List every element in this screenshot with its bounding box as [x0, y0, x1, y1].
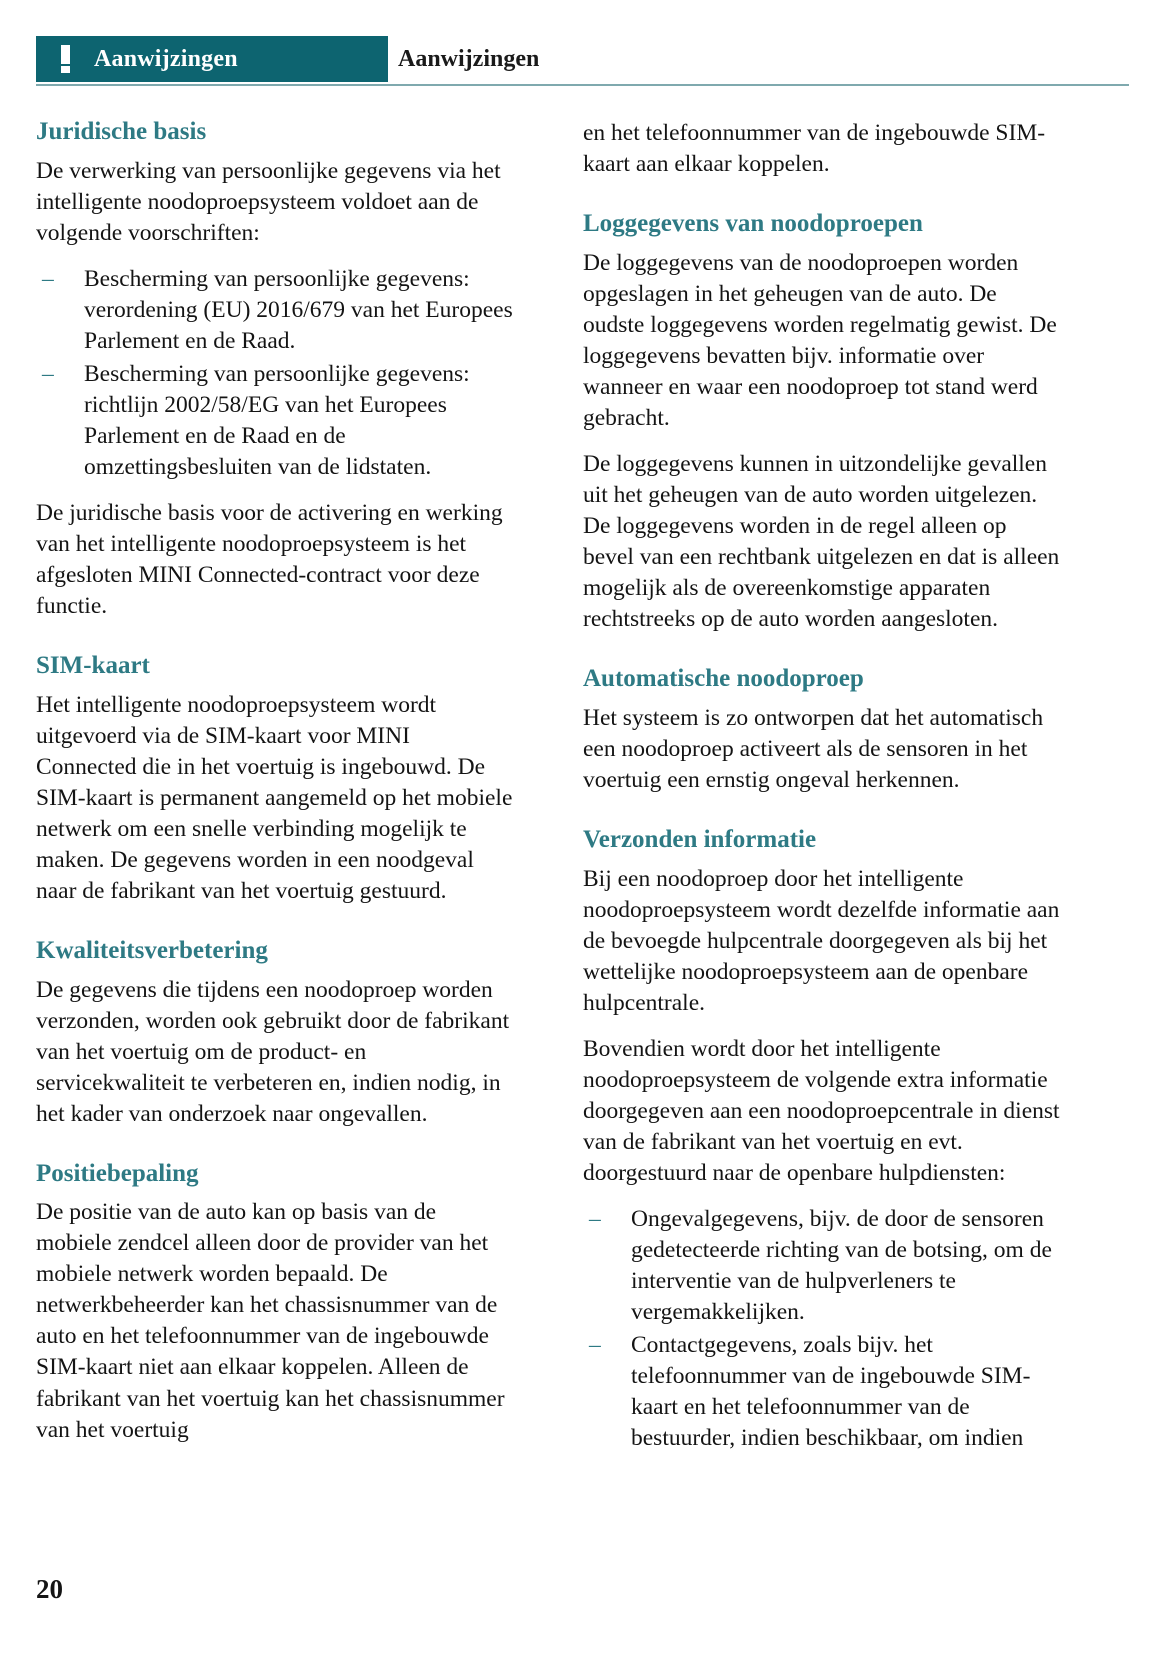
list-item-text: Bescherming van persoonlijke gegevens: verordening (EU) 2016/679 van het Europees Parlement en de Raad. [84, 265, 513, 354]
page-header [36, 36, 1129, 82]
exclamation-icon [36, 45, 94, 73]
section-heading-juridische-basis: Juridische basis [36, 118, 207, 145]
header-banner-label: Aanwijzingen [94, 45, 238, 72]
paragraph: De loggegevens kunnen in uitzondelijke gevallen uit het geheugen van de auto worden uitgelezen. De loggegevens worden in de regel alleen op bevel van een rechtbank uitgelezen en dat is alleen mogelijk als de overeenkomstige apparaten rechtstreeks op de auto worden aangesloten. [583, 450, 1060, 632]
paragraph: De loggegevens van de noodoproepen worden opgeslagen in het geheugen van de auto. De oudste loggegevens worden regelmatig gewist. De loggegevens bevatten bijv. informatie over wanneer en waar een noodoproep tot stand werd gebracht. [583, 249, 1057, 431]
content-columns [36, 118, 1129, 1469]
list-item-text: Bescherming van persoonlijke gegevens: richtlijn 2002/58/EG van het Europees Parlement en de Raad en de omzettingsbesluiten van de lidstaten. [84, 360, 470, 480]
paragraph: De positie van de auto kan op basis van de mobiele zendcel alleen door de provider van het mobiele netwerk worden bepaald. De netwerkbeheerder kan het chassisnummer van de auto en het telefoonnummer van de ingebouwde SIM-kaart niet aan elkaar koppelen. Alleen de fabrikant van het voertuig kan het chassisnummer van het voertuig [36, 1199, 505, 1443]
section-heading-verzonden-informatie: Verzonden informatie [583, 825, 817, 853]
section-heading-positiebepaling: Positiebepaling [36, 1159, 199, 1187]
section-heading-automatische-noodoproep: Automatische noodoproep [583, 664, 864, 692]
header-divider [36, 84, 1129, 86]
paragraph: De verwerking van persoonlijke gegevens via het intelligente noodoproepsysteem voldoet aan de volgende voorschriften: [36, 157, 501, 246]
header-banner [36, 36, 388, 82]
paragraph: Bovendien wordt door het intelligente noodoproepsysteem de volgende extra informatie doorgegeven aan een noodoproepcentrale in dienst van de fabrikant van het voertuig en evt. doorgestuurd naar de openbare hulpdiensten: [583, 1035, 1060, 1186]
right-column [583, 118, 1061, 1469]
paragraph: De juridische basis voor de activering en werking van het intelligente noodoproepsysteem is het afgesloten MINI Connected-contract voor deze functie. [36, 499, 503, 619]
page-number: 20 [36, 1574, 63, 1604]
header-chapter-label: Aanwijzingen [398, 45, 540, 72]
list-item [36, 264, 514, 357]
left-column [36, 118, 514, 1469]
dash-list [36, 264, 514, 483]
dash-bullet-icon: – [42, 265, 54, 292]
section-heading-sim-kaart: SIM-kaart [36, 651, 150, 679]
dash-bullet-icon: – [42, 360, 54, 387]
list-item [583, 1204, 1061, 1328]
dash-bullet-icon: – [589, 1205, 601, 1232]
list-item [583, 1330, 1061, 1454]
paragraph-continuation: en het telefoonnummer van de ingebouwde SIM-kaart aan elkaar koppelen. [583, 120, 1046, 178]
list-item-text: Contactgegevens, zoals bijv. het telefoonnummer van de ingebouwde SIM-kaart en het telefoonnummer van de bestuurder, indien beschikbaar, om indien [631, 1331, 1031, 1451]
paragraph: Het intelligente noodoproepsysteem wordt uitgevoerd via de SIM-kaart voor MINI Connected die in het voertuig is ingebouwd. De SIM-kaart is permanent aangemeld op het mobiele netwerk om een snelle verbinding mogelijk te maken. De gegevens worden in een noodgeval naar de fabrikant van het voertuig gestuurd. [36, 691, 513, 904]
dash-bullet-icon: – [589, 1331, 601, 1358]
paragraph: Het systeem is zo ontworpen dat het automatisch een noodoproep activeert als de sensoren in het voertuig een ernstig ongeval herkennen. [583, 704, 1044, 793]
list-item-text: Ongevalgegevens, bijv. de door de sensoren gedetecteerde richting van de botsing, om de interventie van de hulpverleners te vergemakkelijken. [631, 1205, 1052, 1325]
section-heading-loggegevens-van-noodoproepen: Loggegevens van noodoproepen [583, 210, 923, 238]
paragraph: De gegevens die tijdens een noodoproep worden verzonden, worden ook gebruikt door de fabrikant van het voertuig om de product- en servicekwaliteit te verbeteren en, indien nodig, in het kader van onderzoek naar ongevallen. [36, 976, 510, 1127]
dash-list [583, 1204, 1061, 1454]
section-heading-kwaliteitsverbetering: Kwaliteitsverbetering [36, 936, 268, 964]
paragraph: Bij een noodoproep door het intelligente noodoproepsysteem wordt dezelfde informatie aan de bevoegde hulpcentrale doorgegeven als bij het wettelijke noodoproepsysteem aan de openbare hulpcentrale. [583, 865, 1060, 1016]
list-item [36, 359, 514, 483]
